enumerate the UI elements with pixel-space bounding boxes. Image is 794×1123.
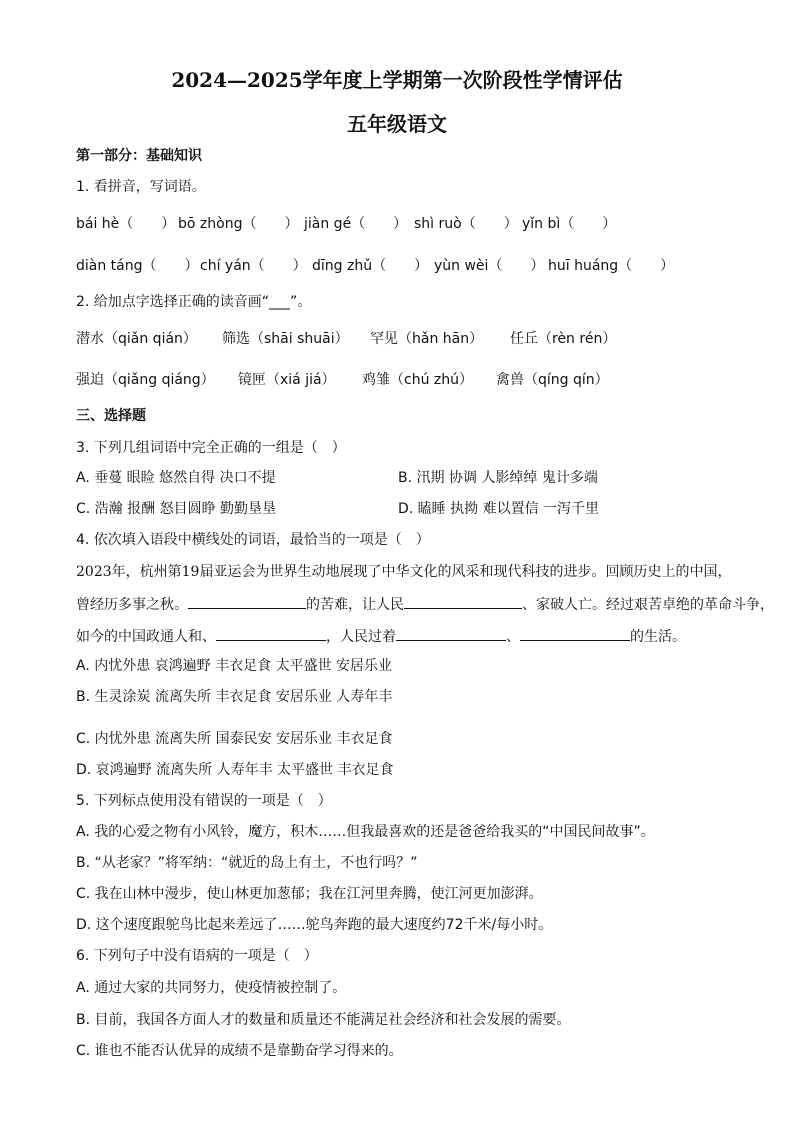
q3-option-b: B. 汛期 协调 人影绰绰 鬼计多端 (398, 470, 598, 486)
q5-stem: 5. 下列标点使用没有错误的一项是（ ） (76, 793, 332, 809)
q4-passage-line-1: 2023年，杭州第19届亚运会为世界生动地展现了中华文化的风采和现代科技的进步。回顾历史上的中国， (76, 564, 732, 580)
fill-blank-4 (396, 626, 506, 641)
pinyin-item: chí yán（ ） (200, 258, 307, 274)
reading-item: 禽兽（qíng qín） (496, 372, 609, 388)
fill-blank-3 (216, 626, 326, 641)
reading-item: 任丘（rèn rén） (510, 331, 617, 347)
exam-subtitle: 五年级语文 (347, 112, 447, 136)
q1-stem: 1. 看拼音，写词语。 (76, 179, 206, 195)
q6-option-a: A. 通过大家的共同努力，使疫情被控制了。 (76, 980, 347, 996)
passage-text: 、 (506, 629, 520, 645)
q5-option-a: A. 我的心爱之物有小风铃，魔方，积木……但我最喜欢的还是爸爸给我买的“中国民间故事”。 (76, 824, 655, 840)
reading-item: 潜水（qiǎn qián） (76, 331, 197, 347)
q5-option-b: B. “从老家？”将军纳：“就近的岛上有土，不也行吗？” (76, 855, 418, 871)
reading-item: 鸡雏（chú zhú） (362, 372, 473, 388)
passage-text: 、家破人亡。经过艰苦卓绝的革命斗争， (522, 597, 774, 613)
section3-heading: 三、选择题 (76, 408, 146, 424)
fill-blank-1 (188, 594, 306, 609)
q3-option-a: A. 垂蔓 眼睑 悠然自得 决口不提 (76, 470, 276, 486)
pinyin-item: bō zhòng（ ） (178, 216, 299, 232)
fill-blank-2 (404, 594, 522, 609)
pinyin-item: yùn wèi（ ） (434, 258, 545, 274)
pinyin-item: huī huáng（ ） (548, 258, 675, 274)
fill-blank-5 (520, 626, 630, 641)
reading-item: 罕见（hǎn hān） (370, 331, 484, 347)
part1-heading: 第一部分：基础知识 (76, 148, 202, 164)
q3-option-c: C. 浩瀚 报酬 怒目圆睁 勤勤垦垦 (76, 501, 277, 517)
passage-text: 的苦难，让人民 (306, 597, 404, 613)
q5-option-d: D. 这个速度跟鸵鸟比起来差远了……鸵鸟奔跑的最大速度约72千米/每小时。 (76, 917, 553, 933)
q4-option-d: D. 哀鸿遍野 流离失所 人寿年丰 太平盛世 丰衣足食 (76, 762, 394, 778)
q2-stem: 2. 给加点字选择正确的读音画“___”。 (76, 294, 312, 310)
q4-option-a: A. 内忧外患 哀鸿遍野 丰衣足食 太平盛世 安居乐业 (76, 658, 393, 674)
passage-text: 的生活。 (630, 629, 686, 645)
passage-text: 如今的中国政通人和、 (76, 629, 216, 645)
q6-option-c: C. 谁也不能否认优异的成绩不是靠勤奋学习得来的。 (76, 1043, 403, 1059)
q4-option-b: B. 生灵涂炭 流离失所 丰衣足食 安居乐业 人寿年丰 (76, 689, 393, 705)
reading-item: 镜匣（xiá jiá） (238, 372, 336, 388)
pinyin-item: bái hè（ ） (76, 216, 176, 232)
pinyin-item: jiàn gé（ ） (304, 216, 408, 232)
reading-item: 强迫（qiǎng qiáng） (76, 372, 215, 388)
q5-option-c: C. 我在山林中漫步，使山林更加葱郁；我在江河里奔腾，使江河更加澎湃。 (76, 886, 543, 902)
pinyin-item: dīng zhǔ（ ） (312, 258, 429, 274)
exam-title: 2024—2025学年度上学期第一次阶段性学情评估 (171, 68, 623, 92)
q4-stem: 4. 依次填入语段中横线处的词语，最恰当的一项是（ ） (76, 532, 430, 548)
passage-text: 曾经历多事之秋。 (76, 597, 188, 613)
pinyin-item: shì ruò（ ） (414, 216, 518, 232)
q6-stem: 6. 下列句子中没有语病的一项是（ ） (76, 948, 318, 964)
q4-passage-line-3 (76, 626, 686, 647)
q3-option-d: D. 瞌睡 执拗 难以置信 一泻千里 (398, 501, 600, 517)
q6-option-b: B. 目前，我国各方面人才的数量和质量还不能满足社会经济和社会发展的需要。 (76, 1012, 571, 1028)
passage-text: ，人民过着 (326, 629, 396, 645)
pinyin-item: yǐn bì（ ） (522, 216, 617, 232)
q3-stem: 3. 下列几组词语中完全正确的一组是（ ） (76, 440, 346, 456)
reading-item: 筛选（shāi shuāi） (222, 331, 349, 347)
q4-option-c: C. 内忧外患 流离失所 国泰民安 安居乐业 丰衣足食 (76, 731, 393, 747)
q4-passage-line-2 (76, 594, 774, 615)
pinyin-item: diàn táng（ ） (76, 258, 199, 274)
